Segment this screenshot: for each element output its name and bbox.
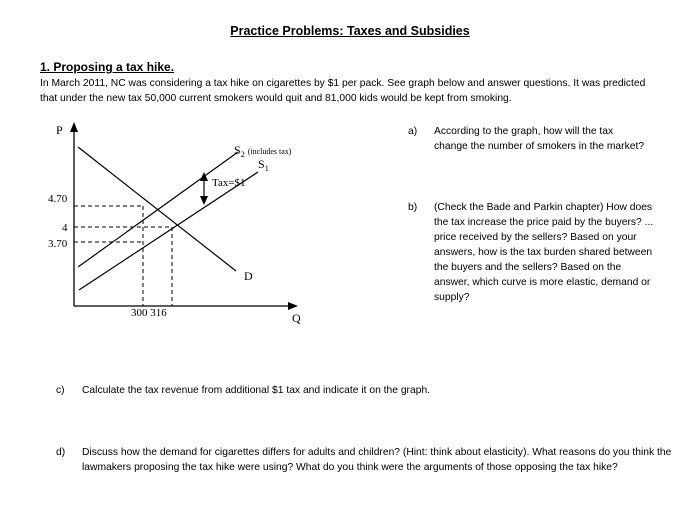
question-b bbox=[408, 200, 658, 305]
tax-label: Tax=$1 bbox=[212, 177, 246, 189]
question-d-text: Discuss how the demand for cigarettes differs for adults and children? (Hint: think about elasticity). What reasons do you think the lawmakers proposing the tax hike were using? What do you think were the arguments of those opposing the tax hike? bbox=[82, 447, 672, 473]
x-axis-label: Q bbox=[292, 311, 301, 325]
question-c bbox=[56, 383, 676, 398]
question-d-letter: d) bbox=[56, 447, 66, 458]
supply-s2-note: (includes tax) bbox=[247, 147, 292, 156]
question-a bbox=[408, 124, 648, 154]
quantity-label: 300 316 bbox=[131, 307, 167, 319]
question-b-letter: b) bbox=[408, 202, 418, 213]
question-c-letter: c) bbox=[56, 385, 65, 396]
y-axis-label: P bbox=[56, 123, 63, 137]
demand-curve bbox=[78, 147, 236, 271]
supply-s1-label bbox=[258, 157, 269, 173]
page-title: Practice Problems: Taxes and Subsidies bbox=[230, 24, 470, 38]
x-axis-arrow bbox=[288, 302, 298, 310]
supply-curve-s1 bbox=[79, 172, 258, 290]
section-heading: 1. Proposing a tax hike. bbox=[40, 60, 175, 74]
demand-label: D bbox=[244, 269, 253, 283]
supply-s2-letter: S bbox=[234, 143, 241, 157]
question-a-text: According to the graph, how will the tax change the number of smokers in the market? bbox=[434, 126, 645, 152]
question-c-text: Calculate the tax revenue from additional $1 tax and indicate it on the graph. bbox=[82, 385, 431, 396]
question-d bbox=[56, 445, 676, 475]
price-label-470: 4.70 bbox=[48, 193, 68, 205]
price-label-370: 3.70 bbox=[48, 238, 68, 250]
supply-s2-sub: 2 bbox=[240, 150, 245, 159]
tax-arrow-head-up bbox=[200, 172, 208, 181]
price-label-4: 4 bbox=[62, 222, 68, 234]
y-axis-arrow bbox=[70, 122, 78, 132]
question-a-letter: a) bbox=[408, 126, 418, 137]
tax-arrow-head-down bbox=[200, 196, 208, 205]
supply-s1-letter: S bbox=[258, 157, 265, 171]
question-b-text: (Check the Bade and Parkin chapter) How does the tax increase the price paid by the buyers? ... price received by the sellers? Based on your answers, how is the tax burden shared between the buyers and the sellers? Based on the answer, which curve is more elastic, demand or supply? bbox=[434, 202, 654, 303]
section-intro: In March 2011, NC was considering a tax hike on cigarettes by $1 per pack. See graph below and answer questions. It was predicted that under the new tax 50,000 current smokers would quit and 81,000 kids would be kept from smoking. bbox=[40, 78, 646, 104]
supply-curve-s2 bbox=[78, 152, 238, 267]
supply-s1-sub: 1 bbox=[264, 164, 269, 173]
